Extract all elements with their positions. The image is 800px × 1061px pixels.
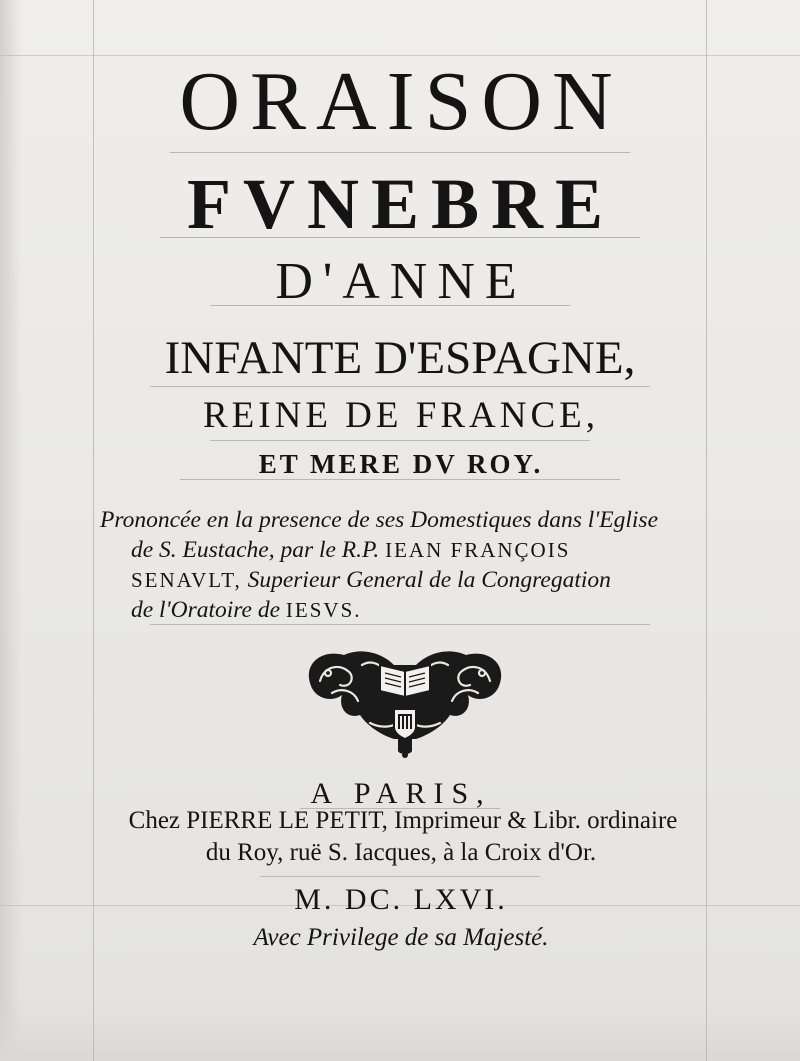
subtitle-text: Prononcée en la presence de ses Domestiques dans l'Eglise — [100, 507, 659, 533]
title-line-infante: INFANTE D'ESPAGNE, — [164, 332, 636, 384]
title-line-reine: REINE DE FRANCE, — [203, 395, 599, 436]
guide-line-right — [706, 0, 707, 1061]
subtitle-line-2 — [131, 535, 706, 565]
imprint-place: A PARIS, — [310, 777, 492, 810]
printers-device-book-ornament-icon — [302, 643, 508, 759]
subtitle-text: de l'Oratoire de — [131, 597, 281, 623]
subtitle-line-3 — [131, 565, 706, 595]
page-edge-shadow — [0, 0, 22, 1061]
title-line-mere: ET MERE DV ROY. — [258, 449, 544, 479]
page-bottom-shadow — [0, 1001, 800, 1061]
imprint-year: M. DC. LXVI. — [294, 883, 508, 916]
rule-line — [170, 152, 630, 153]
subtitle-text: Superieur General de la Congregation — [247, 567, 611, 593]
subtitle-text: de S. Eustache, par le R.P. — [131, 537, 380, 563]
author-name: IEAN FRANÇOIS — [385, 538, 571, 562]
title-line-anne: D'ANNE — [275, 253, 527, 310]
subtitle-line-1 — [100, 505, 706, 535]
rule-line — [210, 440, 590, 441]
imprint-publisher-line-1: Chez PIERRE LE PETIT, Imprimeur & Libr. ordinaire — [128, 807, 678, 834]
title-line-oraison: ORAISON — [179, 55, 623, 148]
guide-line-left — [93, 0, 94, 1061]
jesus-name: IESVS. — [285, 598, 362, 622]
privilege-note: Avec Privilege de sa Majesté. — [253, 924, 549, 951]
title-line-funebre: FVNEBRE — [186, 164, 616, 244]
subtitle-line-4 — [131, 595, 706, 625]
imprint-publisher-line-2: du Roy, ruë S. Iacques, à la Croix d'Or. — [205, 839, 597, 866]
rule-line — [260, 876, 540, 877]
author-surname: SENAVLT, — [131, 568, 242, 592]
